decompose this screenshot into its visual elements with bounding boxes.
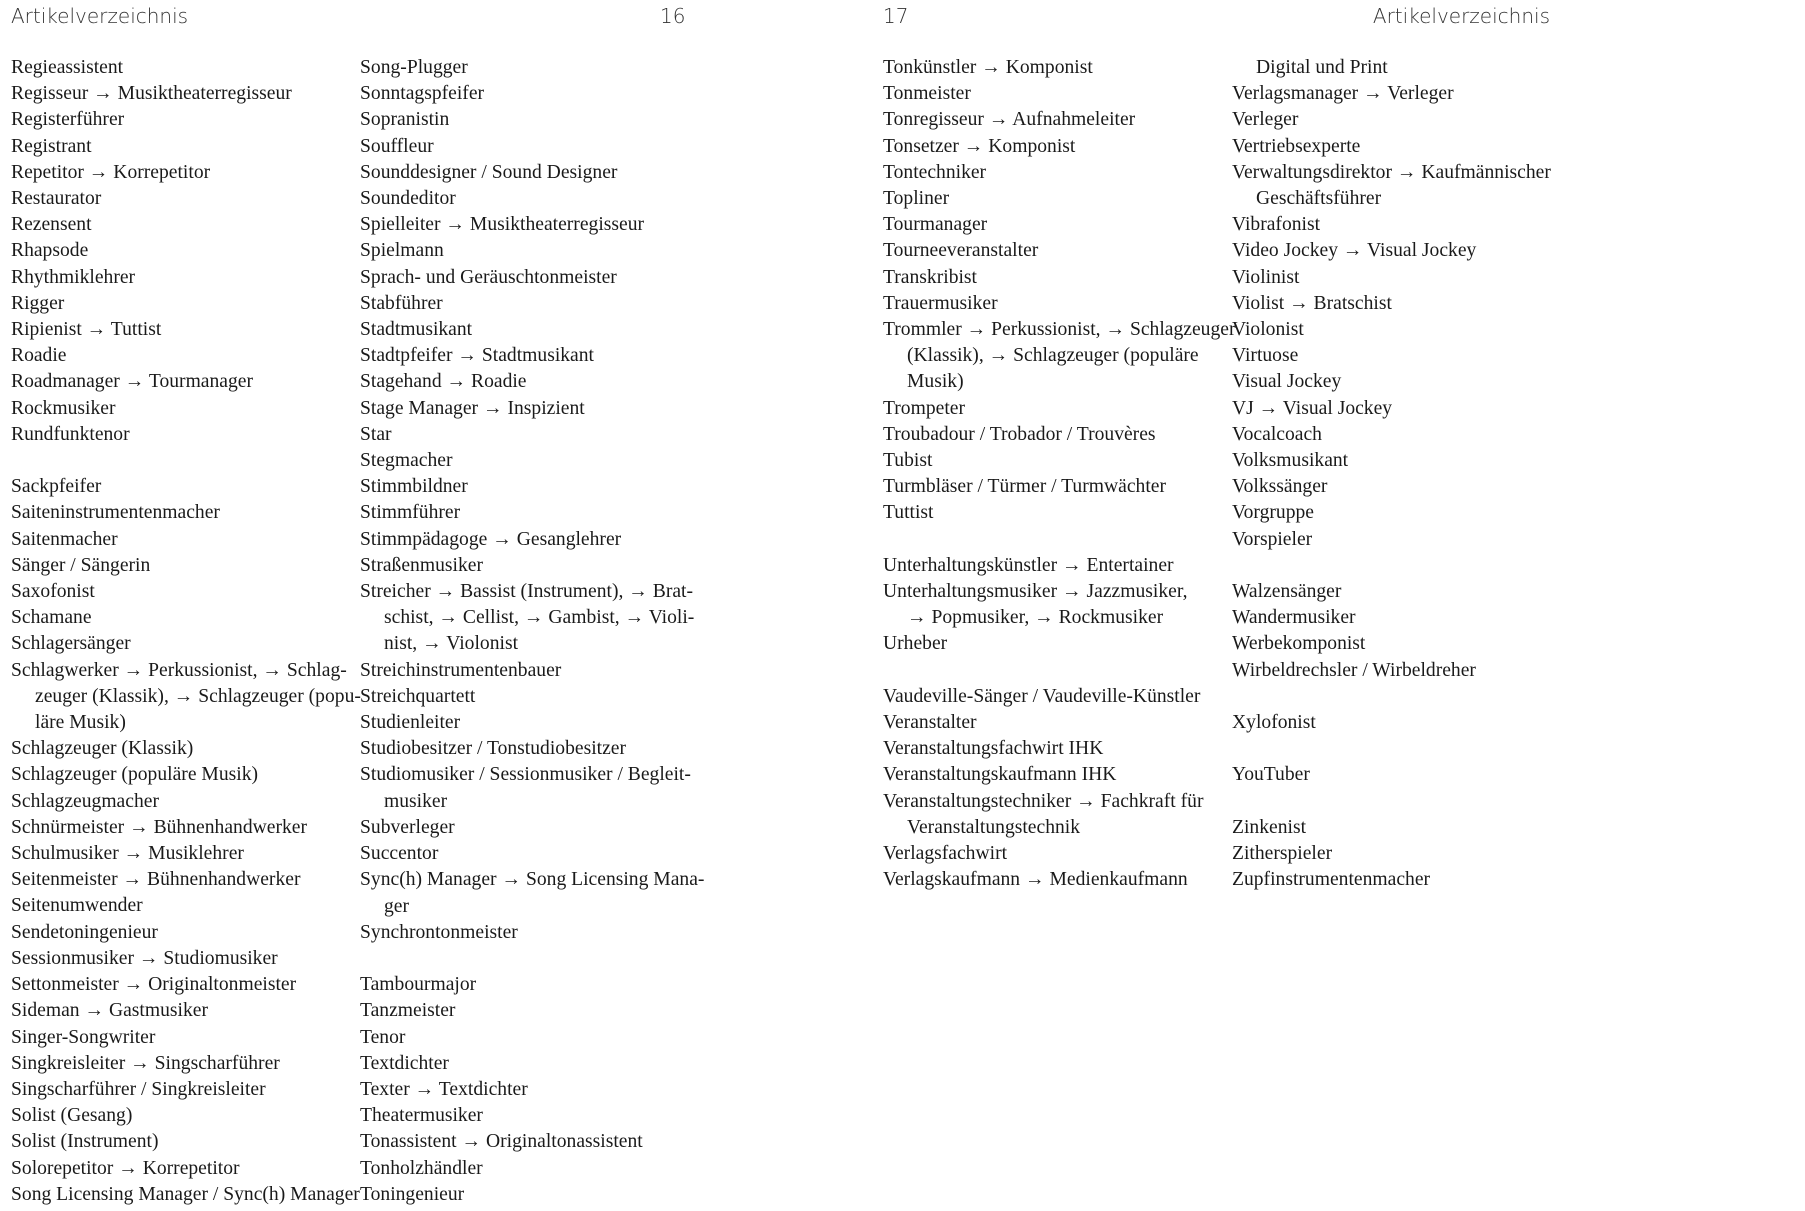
index-entry: Repetitor → Korrepetitor <box>11 161 211 183</box>
index-entry: Sync(h) Manager → Song Licensing Mana- <box>360 869 705 891</box>
index-entry: Tenor <box>360 1026 406 1048</box>
index-entry: Schulmusiker → Musiklehrer <box>11 843 244 865</box>
index-entry-continuation: → Popmusiker, → Rockmusiker <box>907 607 1164 629</box>
index-entry: Textdichter <box>360 1052 449 1074</box>
index-entry: Vorgruppe <box>1232 502 1315 524</box>
index-entry: Singkreisleiter → Singscharführer <box>11 1052 280 1074</box>
left-page <box>0 0 902 1211</box>
index-entry: Stimmführer <box>360 502 461 524</box>
index-column <box>883 55 1235 893</box>
group-spacer <box>883 658 1235 684</box>
index-entry: Rockmusiker <box>11 397 116 419</box>
index-entry: Restaurator <box>11 188 102 210</box>
index-entry: Rigger <box>11 292 65 314</box>
index-entry: Sopranistin <box>360 109 450 131</box>
index-entry: Rezensent <box>11 214 92 236</box>
index-entry: Volksmusikant <box>1232 450 1349 472</box>
index-entry: Tonmeister <box>883 83 971 105</box>
index-entry: Zinkenist <box>1232 816 1307 838</box>
index-entry: Tuttist <box>883 502 934 524</box>
index-entry: Tonholzhändler <box>360 1157 483 1179</box>
running-header-title: Artikelverzeichnis <box>11 4 189 28</box>
group-spacer <box>1232 789 1551 815</box>
index-entry: Transkribist <box>883 266 977 288</box>
index-entry-continuation: schist, → Cellist, → Gambist, → Violi- <box>384 607 695 629</box>
index-entry: Sänger / Sängerin <box>11 554 151 576</box>
index-entry: Schlagersänger <box>11 633 131 655</box>
index-entry-continuation: Veranstaltungstechnik <box>907 816 1081 838</box>
index-entry: Tontechniker <box>883 161 987 183</box>
index-entry: Song-Plugger <box>360 57 468 78</box>
index-entry: Video Jockey → Visual Jockey <box>1232 240 1477 262</box>
index-entry: Straßenmusiker <box>360 554 483 576</box>
index-entry: Veranstaltungsfachwirt IHK <box>883 738 1104 760</box>
index-entry: Zitherspieler <box>1232 843 1333 865</box>
index-entry: Tambourmajor <box>360 974 477 996</box>
index-entry: Sackpfeifer <box>11 476 102 498</box>
index-entry: Violonist <box>1232 319 1304 341</box>
index-entry: Schlagzeugmacher <box>11 790 159 812</box>
index-entry: Walzensänger <box>1232 581 1342 603</box>
index-entry: Roadmanager → Tourmanager <box>11 371 254 393</box>
page-number: 16 <box>660 4 686 28</box>
index-entry: Sonntagspfeifer <box>360 83 485 105</box>
index-entry: Stabführer <box>360 292 443 314</box>
group-spacer <box>883 527 1235 553</box>
index-entry: Trompeter <box>883 397 966 419</box>
group-spacer <box>1232 684 1551 710</box>
index-entry: Verleger <box>1232 109 1299 131</box>
index-entry: Solist (Instrument) <box>11 1131 159 1153</box>
index-entry: Studiobesitzer / Tonstudiobesitzer <box>360 738 627 760</box>
group-spacer <box>11 448 361 474</box>
index-entry: Stimmpädagoge → Gesanglehrer <box>360 528 622 550</box>
index-entry: Veranstaltungstechniker → Fachkraft für <box>883 790 1204 812</box>
index-entry-continuation: nist, → Violonist <box>384 633 519 655</box>
index-entry: Saxofonist <box>11 581 95 603</box>
index-entry: Streicher → Bassist (Instrument), → Brat- <box>360 581 694 603</box>
index-entry: YouTuber <box>1232 764 1310 786</box>
index-column <box>11 55 361 1208</box>
index-entry: Rhythmiklehrer <box>11 266 136 288</box>
index-entry: Verlagsfachwirt <box>883 843 1008 865</box>
index-entry: Stage Manager → Inspizient <box>360 397 585 419</box>
index-entry: Trommler → Perkussionist, → Schlagzeuger <box>883 319 1236 341</box>
index-entry: Wandermusiker <box>1232 607 1356 629</box>
running-header-title: Artikelverzeichnis <box>1372 4 1550 28</box>
index-entry: Tourneeveranstalter <box>883 240 1039 262</box>
index-entry-continuation: ger <box>384 895 410 917</box>
index-entry: Vorspieler <box>1232 528 1313 550</box>
index-entry: Sounddesigner / Sound Designer <box>360 161 618 183</box>
index-entry-continuation: zeuger (Klassik), → Schlagzeuger (popu- <box>35 685 361 707</box>
group-spacer <box>360 946 704 972</box>
index-entry: Tourmanager <box>883 214 988 236</box>
index-entry: Virtuose <box>1232 345 1299 367</box>
index-entry: Spielleiter → Musiktheaterregisseur <box>360 214 645 236</box>
index-entry: Regieassistent <box>11 57 124 78</box>
index-entry: Toningenieur <box>360 1183 465 1205</box>
index-entry: Sprach- und Geräuschtonmeister <box>360 266 617 288</box>
index-entry: Song Licensing Manager / Sync(h) Manager <box>11 1183 360 1205</box>
index-entry: Veranstaltungskaufmann IHK <box>883 764 1117 786</box>
index-entry: Sessionmusiker → Studiomusiker <box>11 947 278 969</box>
index-entry: Roadie <box>11 345 67 367</box>
index-entry-continuation: läre Musik) <box>35 712 126 734</box>
index-entry: Streichinstrumentenbauer <box>360 659 562 681</box>
index-entry: Registerführer <box>11 109 125 131</box>
index-entry: Spielmann <box>360 240 444 262</box>
index-entry: Rhapsode <box>11 240 89 262</box>
index-entry: Souffleur <box>360 135 434 157</box>
index-entry: Schamane <box>11 607 92 629</box>
index-entry: Settonmeister → Originaltonmeister <box>11 974 297 996</box>
index-entry: Singscharführer / Singkreisleiter <box>11 1078 266 1100</box>
index-entry: Zupfinstrumentenmacher <box>1232 869 1431 891</box>
index-entry: Saitenmacher <box>11 528 118 550</box>
index-entry: Violinist <box>1232 266 1300 288</box>
index-entry: Tonregisseur → Aufnahmeleiter <box>883 109 1136 131</box>
index-entry: Stimmbildner <box>360 476 468 498</box>
index-entry: Vertriebsexperte <box>1232 135 1361 157</box>
index-entry: Unterhaltungsmusiker → Jazzmusiker, <box>883 581 1188 603</box>
index-entry: Ripienist → Tuttist <box>11 319 162 341</box>
index-entry: Turmbläser / Türmer / Turmwächter <box>883 476 1166 498</box>
index-entry: Veranstalter <box>883 712 977 734</box>
index-entry: Tonassistent → Originaltonassistent <box>360 1131 643 1153</box>
index-entry: Visual Jockey <box>1232 371 1342 393</box>
group-spacer <box>1232 736 1551 762</box>
index-entry: Troubadour / Trobador / Trouvères <box>883 423 1156 445</box>
index-entry: Regisseur → Musiktheaterregisseur <box>11 83 292 105</box>
index-entry: Schnürmeister → Bühnenhandwerker <box>11 816 308 838</box>
index-entry: Topliner <box>883 188 950 210</box>
index-entry: Texter → Textdichter <box>360 1078 528 1100</box>
index-entry: Soundeditor <box>360 188 456 210</box>
index-entry: Schlagzeuger (Klassik) <box>11 738 194 760</box>
index-entry: Succentor <box>360 843 439 865</box>
index-entry: Verwaltungsdirektor → Kaufmännischer <box>1232 161 1551 183</box>
index-entry-continuation: Geschäftsführer <box>1256 188 1382 210</box>
index-entry: Tanzmeister <box>360 1000 456 1022</box>
group-spacer <box>1232 553 1551 579</box>
index-entry: Violist → Bratschist <box>1232 292 1392 314</box>
index-entry-continuation: (Klassik), → Schlagzeuger (populäre <box>907 345 1199 367</box>
index-entry-continuation: Digital und Print <box>1256 57 1388 78</box>
index-entry: Verlagsmanager → Verleger <box>1232 83 1454 105</box>
index-entry: Werbekomponist <box>1232 633 1366 655</box>
index-entry: Stadtmusikant <box>360 319 473 341</box>
index-entry: Stagehand → Roadie <box>360 371 527 393</box>
index-entry: Schlagzeuger (populäre Musik) <box>11 764 259 786</box>
index-entry: Star <box>360 423 392 445</box>
index-entry: Studienleiter <box>360 712 461 734</box>
index-entry: Vocalcoach <box>1232 423 1322 445</box>
page-number: 17 <box>883 4 909 28</box>
index-entry: Unterhaltungskünstler → Entertainer <box>883 554 1174 576</box>
index-column <box>1232 55 1551 893</box>
index-entry: Saiteninstrumentenmacher <box>11 502 220 524</box>
index-entry: Registrant <box>11 135 92 157</box>
index-entry-continuation: musiker <box>384 790 448 812</box>
index-entry: Solist (Gesang) <box>11 1105 133 1127</box>
index-column <box>360 55 704 1208</box>
index-entry: Sendetoningenieur <box>11 921 158 943</box>
index-entry: Schlagwerker → Perkussionist, → Schlag- <box>11 659 347 681</box>
index-entry: Studiomusiker / Sessionmusiker / Begleit- <box>360 764 691 786</box>
index-entry: Wirbeldrechsler / Wirbeldreher <box>1232 659 1476 681</box>
index-entry: Streichquartett <box>360 685 476 707</box>
index-entry: Solorepetitor → Korrepetitor <box>11 1157 240 1179</box>
index-entry: Trauermusiker <box>883 292 998 314</box>
index-entry: VJ → Visual Jockey <box>1232 397 1393 419</box>
index-entry: Tonkünstler → Komponist <box>883 57 1093 78</box>
index-entry: Synchrontonmeister <box>360 921 518 943</box>
index-entry: Rundfunktenor <box>11 423 130 445</box>
index-entry: Theatermusiker <box>360 1105 483 1127</box>
index-entry: Vaudeville-Sänger / Vaudeville-Künstler <box>883 685 1201 707</box>
index-entry: Vibrafonist <box>1232 214 1321 236</box>
index-entry-continuation: Musik) <box>907 371 964 393</box>
index-entry: Xylofonist <box>1232 712 1316 734</box>
index-entry: Sideman → Gastmusiker <box>11 1000 208 1022</box>
index-entry: Volkssänger <box>1232 476 1328 498</box>
index-entry: Tonsetzer → Komponist <box>883 135 1076 157</box>
index-entry: Singer-Songwriter <box>11 1026 156 1048</box>
index-entry: Tubist <box>883 450 933 472</box>
index-entry: Verlagskaufmann → Medienkaufmann <box>883 869 1188 891</box>
index-entry: Subverleger <box>360 816 455 838</box>
right-page <box>883 0 1805 1211</box>
index-entry: Urheber <box>883 633 948 655</box>
index-entry: Stegmacher <box>360 450 453 472</box>
index-entry: Seitenmeister → Bühnenhandwerker <box>11 869 301 891</box>
index-entry: Stadtpfeifer → Stadtmusikant <box>360 345 594 367</box>
index-entry: Seitenumwender <box>11 895 143 917</box>
